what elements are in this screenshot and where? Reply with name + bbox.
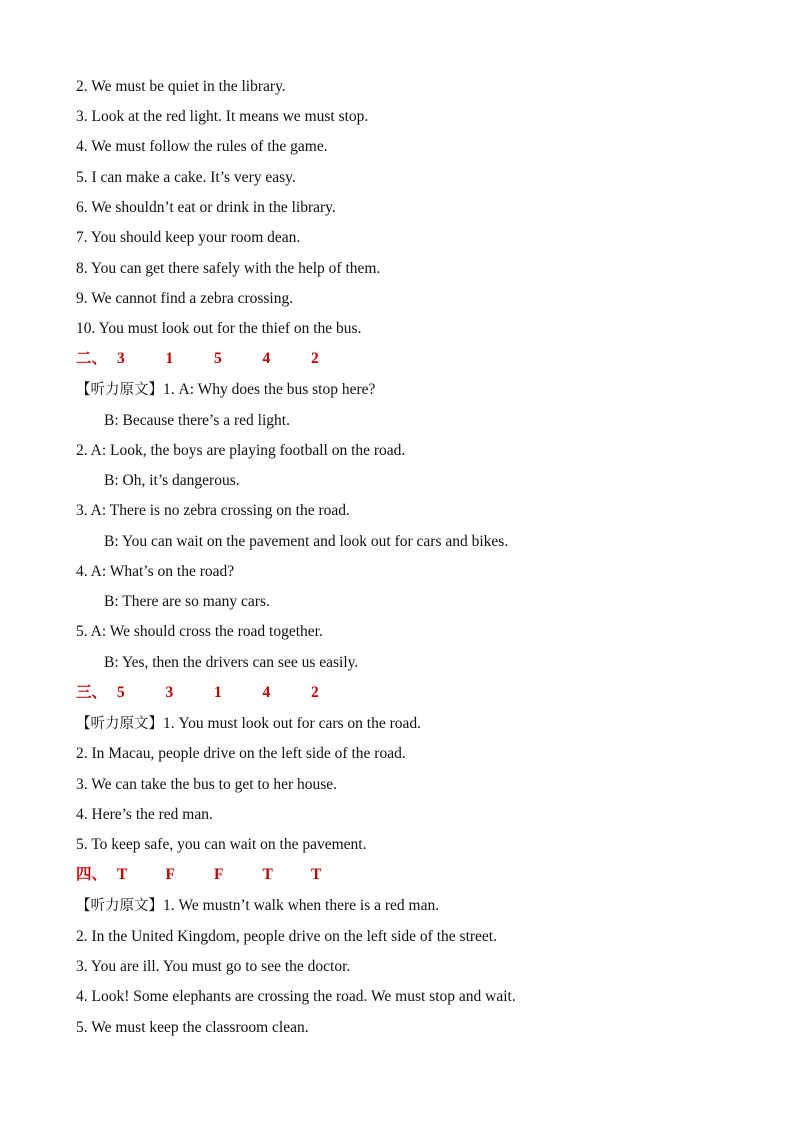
transcript-line: B: Yes, then the drivers can see us easily.: [104, 654, 359, 671]
transcript-line: B: There are so many cars.: [104, 593, 270, 610]
transcript-line: 2. In Macau, people drive on the left side of the road.: [76, 745, 406, 762]
transcript-line: 3. A: There is no zebra crossing on the road.: [76, 502, 350, 519]
sentence-line: 9. We cannot find a zebra crossing.: [76, 290, 294, 307]
answer: 2: [311, 684, 319, 701]
sentence-line: 10. You must look out for the thief on the bus.: [76, 320, 362, 337]
transcript-tag: 【听力原文】: [76, 716, 163, 732]
transcript-line: 4. Look! Some elephants are crossing the road. We must stop and wait.: [76, 988, 516, 1005]
answer: 4: [262, 684, 271, 701]
answer: T: [262, 866, 273, 883]
transcript-text: 1. We mustn’t walk when there is a red man.: [163, 897, 440, 914]
transcript-text: 1. A: Why does the bus stop here?: [163, 381, 376, 398]
answer: F: [214, 866, 224, 883]
sentence-line: 8. You can get there safely with the help of them.: [76, 260, 381, 277]
transcript-line: B: Oh, it’s dangerous.: [104, 472, 240, 489]
answer: T: [311, 866, 322, 883]
answer: T: [117, 866, 128, 883]
transcript-tag: 【听力原文】: [76, 898, 163, 914]
transcript-line: 5. We must keep the classroom clean.: [76, 1019, 309, 1036]
transcript-line: 5. A: We should cross the road together.: [76, 623, 323, 640]
answer: 4: [262, 350, 271, 367]
transcript-line: 3. You are ill. You must go to see the doctor.: [76, 958, 351, 975]
answer: 1: [165, 350, 174, 367]
transcript-text: 1. You must look out for cars on the road.: [163, 715, 422, 732]
section-label: 四、: [76, 866, 108, 883]
transcript-line: [76, 895, 439, 917]
sentence-line: 2. We must be quiet in the library.: [76, 78, 286, 95]
sentence-line: 4. We must follow the rules of the game.: [76, 138, 328, 155]
transcript-line: 4. Here’s the red man.: [76, 806, 213, 823]
transcript-line: [76, 713, 421, 735]
transcript-line: 2. In the United Kingdom, people drive on the left side of the street.: [76, 928, 497, 945]
sentence-line: 3. Look at the red light. It means we must stop.: [76, 108, 369, 125]
transcript-line: 4. A: What’s on the road?: [76, 563, 235, 580]
transcript-line: 2. A: Look, the boys are playing football on the road.: [76, 442, 406, 459]
section-3-answer-key: [76, 682, 360, 704]
section-label: 三、: [76, 684, 108, 701]
section-label: 二、: [76, 350, 108, 367]
transcript-line: 5. To keep safe, you can wait on the pavement.: [76, 836, 367, 853]
section-4-answer-key: [76, 864, 360, 886]
transcript-line: B: You can wait on the pavement and look out for cars and bikes.: [104, 533, 509, 550]
transcript-line: 3. We can take the bus to get to her house.: [76, 776, 338, 793]
answer: F: [165, 866, 175, 883]
sentence-line: 5. I can make a cake. It’s very easy.: [76, 169, 296, 186]
transcript-line: [76, 379, 375, 401]
sentence-line: 6. We shouldn’t eat or drink in the library.: [76, 199, 336, 216]
answer: 1: [214, 684, 222, 701]
answer: 5: [214, 350, 222, 367]
answer: 3: [117, 350, 125, 367]
transcript-line: B: Because there’s a red light.: [104, 412, 290, 429]
answer: 3: [165, 684, 174, 701]
answer: 5: [117, 684, 125, 701]
section-2-answer-key: [76, 348, 360, 370]
transcript-tag: 【听力原文】: [76, 382, 163, 398]
answer: 2: [311, 350, 319, 367]
sentence-line: 7. You should keep your room dean.: [76, 229, 301, 246]
